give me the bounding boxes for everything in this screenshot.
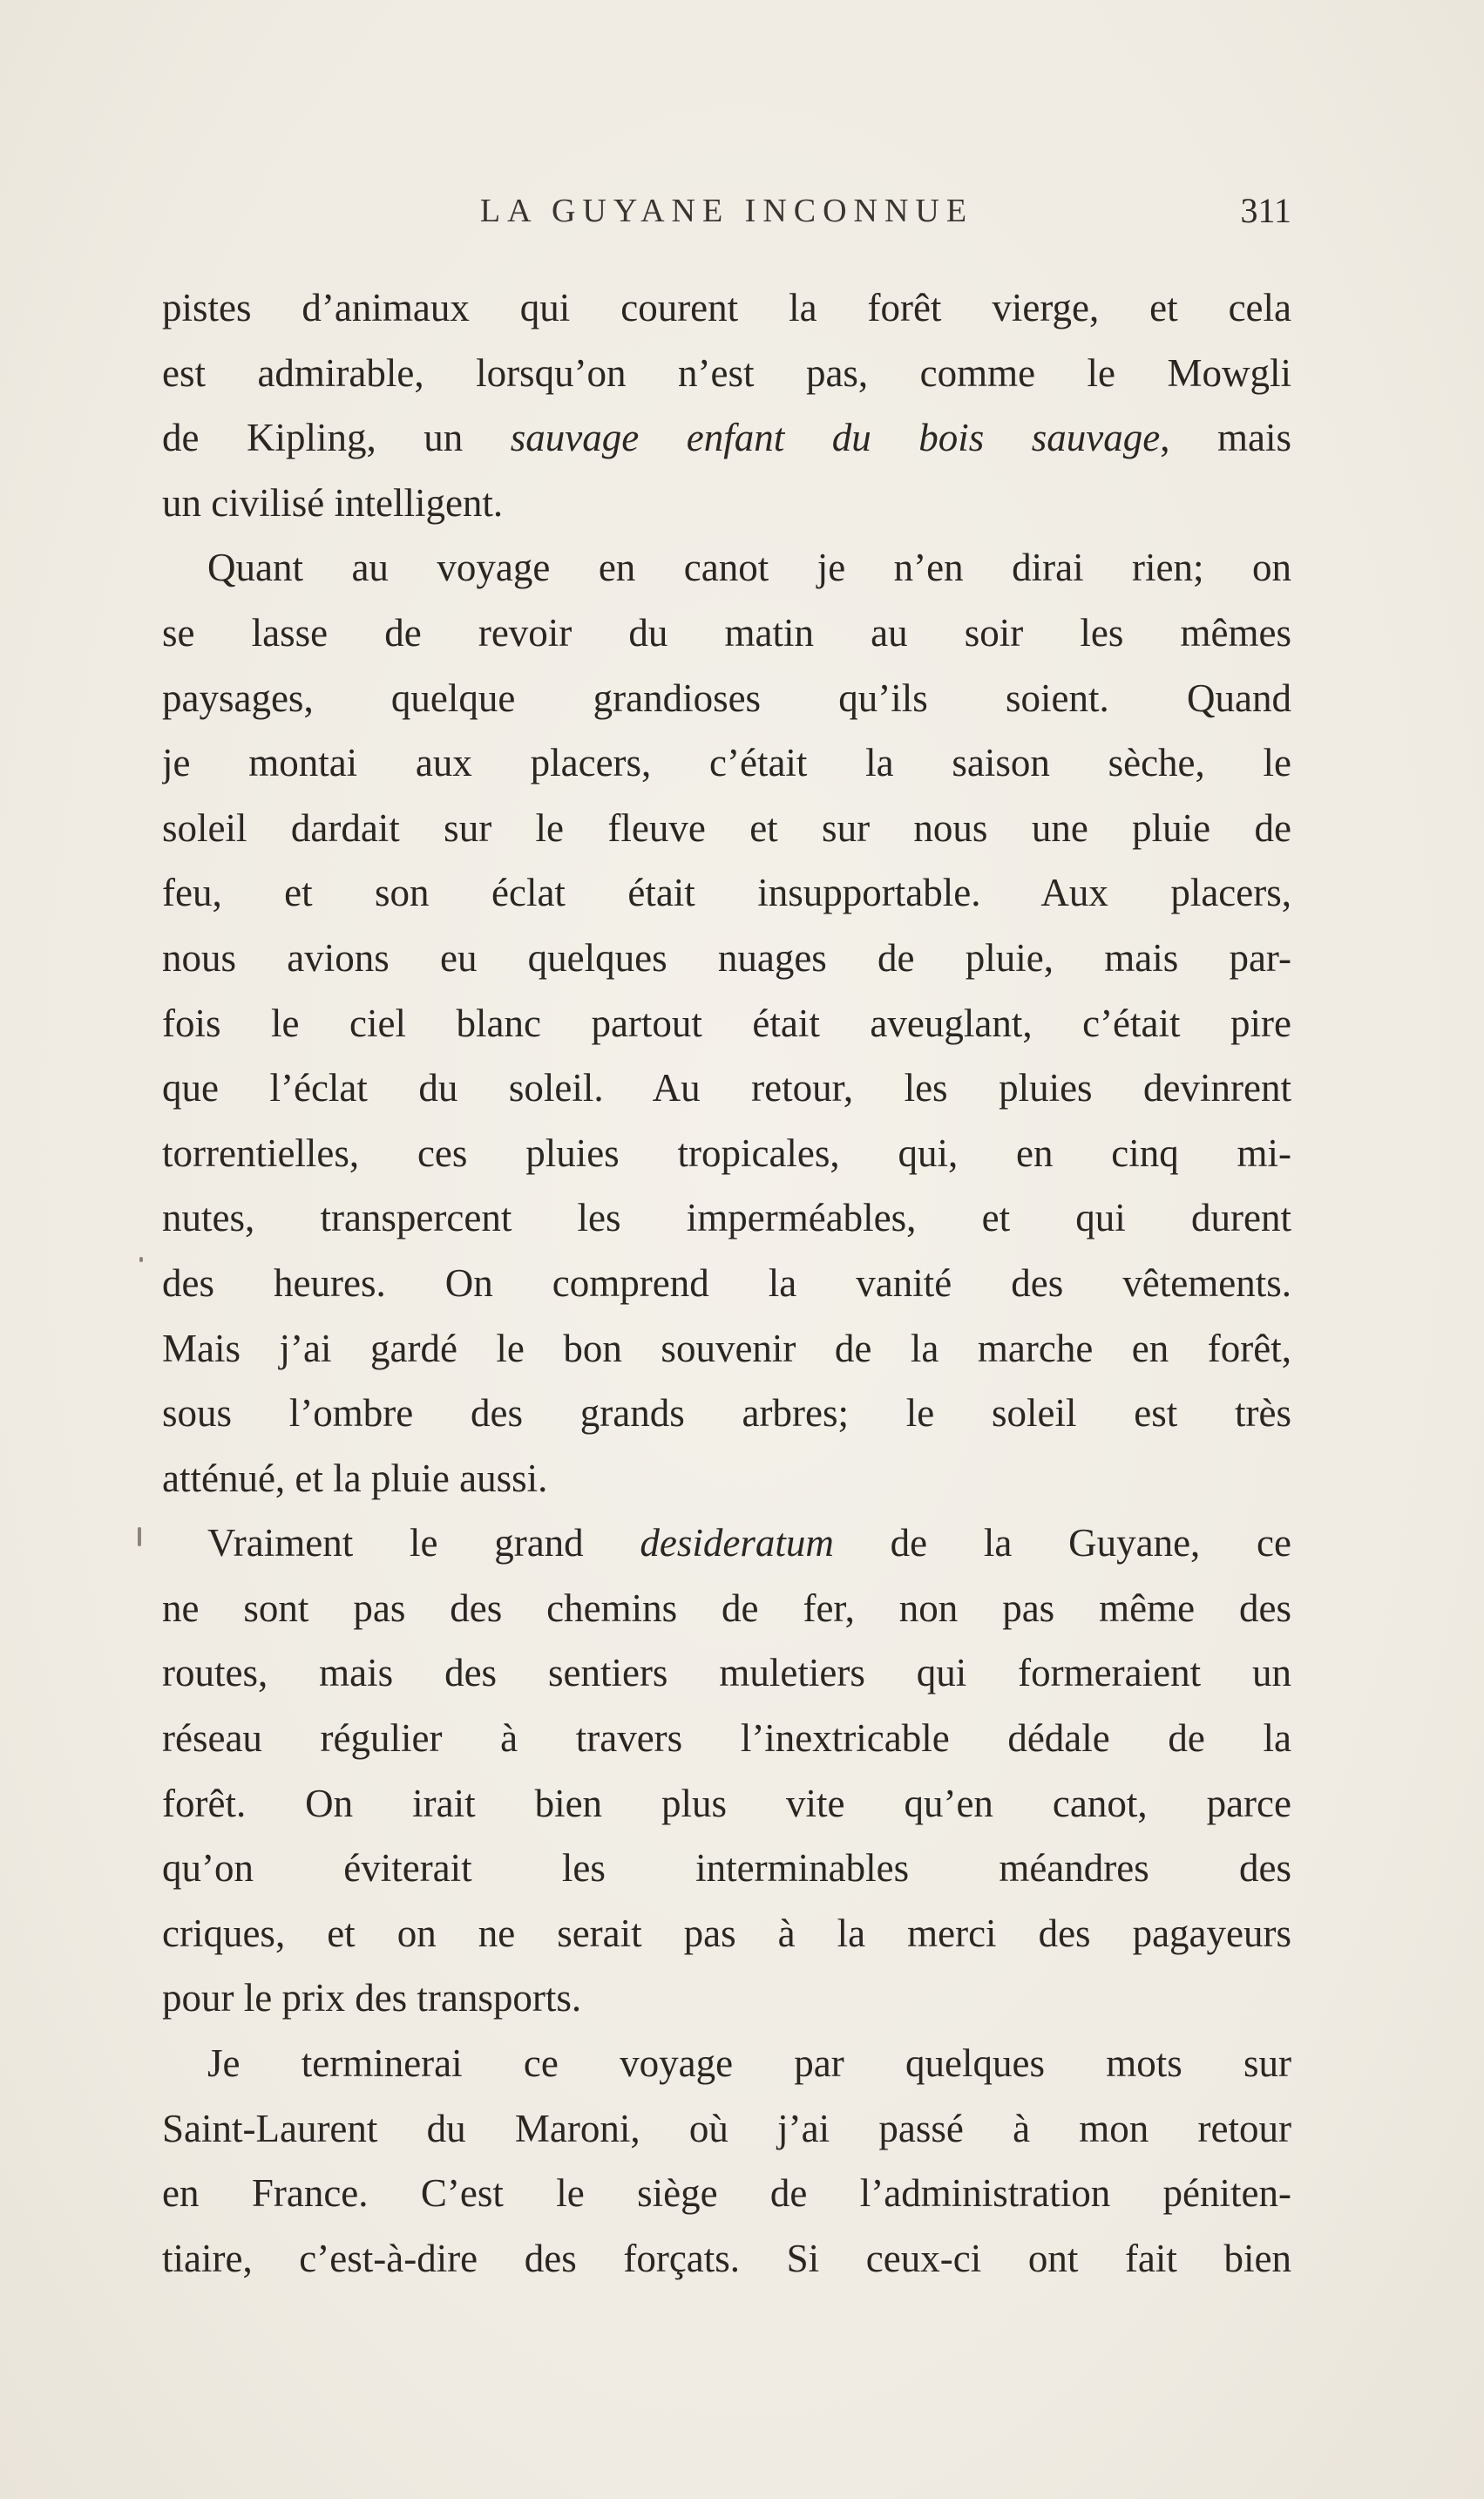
paragraph-start-line: Quant au voyage en canot je n’en dirai rien; on xyxy=(207,546,1291,590)
text-line: feu, et son éclat était insupportable. Aux placers, xyxy=(162,871,1291,915)
text-line: routes, mais des sentiers muletiers qui formeraient un xyxy=(162,1651,1291,1695)
paragraph-start-line xyxy=(162,1511,1291,1576)
text-line xyxy=(162,405,1291,471)
paragraph-start-line: Je terminerai ce voyage par quelques mots sur xyxy=(207,2041,1291,2086)
text-line-segment: Vraiment le grand xyxy=(207,1521,640,1565)
page-number: 311 xyxy=(1240,191,1291,230)
text-line: forêt. On irait bien plus vite qu’en canot, parce xyxy=(162,1781,1291,1825)
text-line-segment: , mais xyxy=(1160,416,1291,460)
body-text xyxy=(162,275,1291,2291)
text-line: atténué, et la pluie aussi. xyxy=(162,1456,548,1500)
text-line: soleil dardait sur le fleuve et sur nous une pluie de xyxy=(162,805,1291,850)
text-line: des heures. On comprend la vanité des vêtements. xyxy=(162,1260,1291,1305)
text-line: se lasse de revoir du matin au soir les mêmes xyxy=(162,610,1291,655)
text-line: un civilisé intelligent. xyxy=(162,480,504,525)
text-line: pour le prix des transports. xyxy=(162,1976,582,2020)
text-line: fois le ciel blanc partout était aveuglant, c’était pire xyxy=(162,1001,1291,1045)
text-line: en France. C’est le siège de l’administration péniten- xyxy=(162,2171,1291,2216)
text-line: nous avions eu quelques nuages de pluie, mais par- xyxy=(162,935,1291,980)
text-line: paysages, quelque grandioses qu’ils soient. Quand xyxy=(162,676,1291,720)
text-line: torrentielles, ces pluies tropicales, qui, en cinq mi- xyxy=(162,1131,1291,1175)
running-title: LA GUYANE INCONNUE xyxy=(479,193,974,229)
text-line-segment: de la Guyane, ce xyxy=(833,1521,1291,1565)
text-line: tiaire, c’est-à-dire des forçats. Si ceux-ci ont fait bien xyxy=(162,2236,1291,2280)
italic-phrase: desideratum xyxy=(640,1521,834,1565)
text-line: Saint-Laurent du Maroni, où j’ai passé à mon retour xyxy=(162,2106,1291,2150)
text-line: réseau régulier à travers l’inextricable dédale de la xyxy=(162,1716,1291,1761)
margin-mark xyxy=(138,1527,141,1546)
text-line: nutes, transpercent les imperméables, et qui durent xyxy=(162,1196,1291,1240)
page-header xyxy=(162,185,1291,237)
margin-mark xyxy=(139,1257,143,1262)
text-line: criques, et on ne serait pas à la merci des pagayeurs xyxy=(162,1911,1291,1955)
italic-phrase: sauvage enfant du bois sauvage xyxy=(510,416,1161,460)
text-line: qu’on éviterait les interminables méandres des xyxy=(162,1846,1291,1891)
text-line: je montai aux placers, c’était la saison sèche, le xyxy=(162,741,1291,785)
text-line-segment: de Kipling, un xyxy=(162,416,511,460)
text-line: Mais j’ai gardé le bon souvenir de la marche en forêt, xyxy=(162,1326,1291,1370)
text-line: sous l’ombre des grands arbres; le soleil est très xyxy=(162,1391,1291,1436)
text-line: est admirable, lorsqu’on n’est pas, comme le Mowgli xyxy=(162,350,1291,395)
text-line: que l’éclat du soleil. Au retour, les pluies devinrent xyxy=(162,1066,1291,1110)
text-line: pistes d’animaux qui courent la forêt vierge, et cela xyxy=(162,286,1291,329)
text-line: ne sont pas des chemins de fer, non pas même des xyxy=(162,1586,1291,1630)
